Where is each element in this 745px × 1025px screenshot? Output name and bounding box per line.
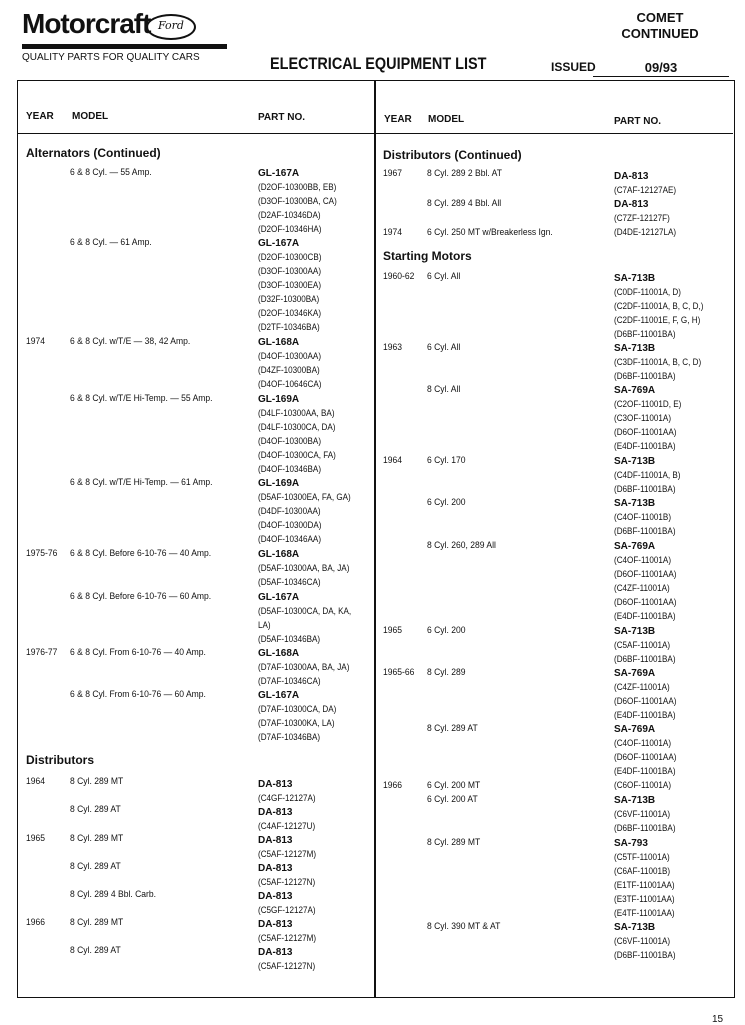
model-cell: 6 Cyl. 250 MT w/Breakerless Ign. [427, 227, 553, 238]
part-number: DA-813 [614, 171, 649, 182]
vehicle-line1: COMET [636, 10, 684, 25]
part-reference: (C3OF-11001A) [614, 413, 672, 423]
part-reference: (C7AF-12127AE) [614, 185, 677, 195]
model-cell: 6 Cyl. 200 [427, 625, 466, 636]
year-cell: 1976-77 [26, 647, 58, 658]
part-number: SA-769A [614, 385, 656, 396]
model-cell: 8 Cyl. 289 AT [70, 804, 121, 815]
right-part-header: PART NO. [614, 116, 662, 127]
part-reference: (D32F-10300BA) [258, 294, 320, 304]
model-cell: 6 & 8 Cyl. — 61 Amp. [70, 237, 152, 248]
part-number: SA-713B [614, 456, 656, 467]
part-reference: (C5AF-12127N) [258, 877, 316, 887]
part-reference: (E3TF-11001AA) [614, 894, 675, 904]
part-reference: (D4OF-10300DA) [258, 520, 322, 530]
part-reference: (D7AF-10346BA) [258, 732, 321, 742]
part-reference: (D6OF-11001AA) [614, 597, 677, 607]
tagline: QUALITY PARTS FOR QUALITY CARS [22, 52, 200, 63]
part-reference: (D2OF-10346HA) [258, 224, 322, 234]
sheet-title: ELECTRICAL EQUIPMENT LIST [270, 54, 487, 73]
model-cell: 8 Cyl. 289 4 Bbl. Carb. [70, 889, 157, 900]
part-reference: (C4OF-11001A) [614, 738, 672, 748]
part-reference: LA) [258, 620, 271, 630]
part-reference: (C2DF-11001A, B, C, D,) [614, 301, 704, 311]
part-reference: (D5AF-10346BA) [258, 634, 321, 644]
part-reference: (D5AF-10300AA, BA, JA) [258, 563, 350, 573]
part-reference: (D4OF-10346BA) [258, 464, 322, 474]
part-number: DA-813 [258, 947, 293, 958]
part-reference: (E4TF-11001AA) [614, 908, 675, 918]
left-part-header: PART NO. [258, 112, 306, 123]
issued-label: ISSUED [551, 60, 596, 74]
model-cell: 8 Cyl. 289 MT [70, 833, 124, 844]
part-reference: (D4LF-10300CA, DA) [258, 422, 336, 432]
part-reference: (D5AF-10346CA) [258, 577, 321, 587]
brand-underline [22, 44, 227, 49]
vehicle-line2: CONTINUED [621, 26, 699, 41]
year-cell: 1960-62 [383, 271, 415, 282]
part-reference: (C5AF-11001A) [614, 640, 671, 650]
part-reference: (C2DF-11001E, F, G, H) [614, 315, 701, 325]
model-cell: 6 Cyl. All [427, 342, 461, 353]
part-reference: (D6BF-11001BA) [614, 371, 676, 381]
part-reference: (D4LF-10300AA, BA) [258, 408, 335, 418]
part-number: SA-713B [614, 498, 656, 509]
model-cell: 6 & 8 Cyl. w/T/E Hi-Temp. — 55 Amp. [70, 393, 213, 404]
year-cell: 1974 [383, 227, 403, 238]
part-reference: (E4DF-11001BA) [614, 441, 676, 451]
part-reference: (D7AF-10300KA, LA) [258, 718, 335, 728]
part-reference: (C5TF-11001A) [614, 852, 670, 862]
model-cell: 6 & 8 Cyl. w/T/E — 38, 42 Amp. [70, 336, 191, 347]
model-cell: 6 Cyl. 200 [427, 497, 466, 508]
model-cell: 6 & 8 Cyl. From 6-10-76 — 40 Amp. [70, 647, 206, 658]
part-reference: (D6BF-11001BA) [614, 329, 676, 339]
part-reference: (C4AF-12127U) [258, 821, 316, 831]
year-cell: 1975-76 [26, 548, 58, 559]
part-reference: (C5AF-12127M) [258, 849, 317, 859]
part-reference: (C6VF-11001A) [614, 809, 671, 819]
part-number: DA-813 [614, 199, 649, 210]
column-divider [374, 80, 376, 998]
part-reference: (C4ZF-11001A) [614, 682, 670, 692]
part-reference: (D2OF-10346KA) [258, 308, 322, 318]
part-reference: (C4OF-11001A) [614, 555, 672, 565]
part-reference: (D7AF-10300CA, DA) [258, 704, 337, 714]
part-reference: (D3OF-10300BA, CA) [258, 196, 337, 206]
part-reference: (D6OF-11001AA) [614, 752, 677, 762]
model-cell: 8 Cyl. 289 AT [70, 861, 121, 872]
part-number: SA-769A [614, 724, 656, 735]
part-number: SA-793 [614, 838, 648, 849]
model-cell: 6 & 8 Cyl. — 55 Amp. [70, 167, 152, 178]
part-reference: (D2AF-10346DA) [258, 210, 321, 220]
part-reference: (C5GF-12127A) [258, 905, 316, 915]
part-reference: (D6OF-11001AA) [614, 569, 677, 579]
part-number: GL-168A [258, 549, 300, 560]
model-cell: 6 Cyl. 200 MT [427, 780, 481, 791]
year-cell: 1967 [383, 168, 403, 179]
part-reference: (C4OF-11001B) [614, 512, 672, 522]
part-reference: (D6BF-11001BA) [614, 484, 676, 494]
part-reference: (D6BF-11001BA) [614, 526, 676, 536]
model-cell: 6 & 8 Cyl. w/T/E Hi-Temp. — 61 Amp. [70, 477, 213, 488]
part-reference: (D4OF-10346AA) [258, 534, 322, 544]
part-reference: (D2OF-10300CB) [258, 252, 322, 262]
part-number: GL-167A [258, 690, 300, 701]
right-year-header: YEAR [384, 114, 412, 125]
model-cell: 8 Cyl. 289 AT [70, 945, 121, 956]
year-cell: 1965-66 [383, 667, 415, 678]
right-header-rule [376, 133, 733, 134]
part-reference: (C5AF-12127M) [258, 933, 317, 943]
part-reference: (D6BF-11001BA) [614, 950, 676, 960]
part-reference: (C5AF-12127N) [258, 961, 316, 971]
part-reference: (D2OF-10300BB, EB) [258, 182, 337, 192]
part-reference: (C3DF-11001A, B, C, D) [614, 357, 702, 367]
part-reference: (D4OF-10300CA, FA) [258, 450, 336, 460]
model-cell: 8 Cyl. 289 AT [427, 723, 478, 734]
section-heading: Distributors (Continued) [383, 148, 522, 162]
part-reference: (D5AF-10300EA, FA, GA) [258, 492, 351, 502]
year-cell: 1965 [383, 625, 403, 636]
part-reference: (D4DF-10300AA) [258, 506, 321, 516]
year-cell: 1964 [383, 455, 403, 466]
year-cell: 1974 [26, 336, 46, 347]
part-reference: (E4DF-11001BA) [614, 766, 676, 776]
part-number: SA-713B [614, 922, 656, 933]
model-cell: 8 Cyl. All [427, 384, 461, 395]
part-number: GL-167A [258, 238, 300, 249]
part-number: DA-813 [258, 807, 293, 818]
model-cell: 6 & 8 Cyl. Before 6-10-76 — 60 Amp. [70, 591, 212, 602]
part-reference: (C7ZF-12127F) [614, 213, 670, 223]
part-reference: (D4DE-12127LA) [614, 227, 677, 237]
part-number: DA-813 [258, 779, 293, 790]
model-cell: 8 Cyl. 289 MT [70, 776, 124, 787]
right-model-header: MODEL [428, 114, 465, 125]
part-reference: (C4DF-11001A, B) [614, 470, 681, 480]
part-number: SA-713B [614, 795, 656, 806]
brand-name: Motorcraft [22, 8, 151, 39]
issued-date: 09/93 [593, 60, 729, 77]
part-number: DA-813 [258, 863, 293, 874]
model-cell: 8 Cyl. 260, 289 All [427, 540, 496, 551]
part-reference: (C6AF-11001B) [614, 866, 671, 876]
part-reference: (C4GF-12127A) [258, 793, 316, 803]
part-reference: (D4ZF-10300BA) [258, 365, 320, 375]
part-reference: (D7AF-10346CA) [258, 676, 321, 686]
year-cell: 1966 [26, 917, 46, 928]
part-reference: (E1TF-11001AA) [614, 880, 675, 890]
part-reference: (D5AF-10300CA, DA, KA, [258, 606, 352, 616]
model-cell: 8 Cyl. 289 MT [427, 837, 481, 848]
part-number: DA-813 [258, 919, 293, 930]
left-model-header: MODEL [72, 111, 109, 122]
part-reference: (D4OF-10300AA) [258, 351, 322, 361]
model-cell: 6 Cyl. 170 [427, 455, 466, 466]
part-number: GL-168A [258, 648, 300, 659]
part-reference: (C2OF-11001D, E) [614, 399, 682, 409]
part-number: GL-168A [258, 337, 300, 348]
vehicle-heading [600, 10, 720, 42]
part-reference: (D3OF-10300AA) [258, 266, 322, 276]
part-reference: (C0DF-11001A, D) [614, 287, 681, 297]
section-heading: Alternators (Continued) [26, 146, 161, 160]
part-reference: (E4DF-11001BA) [614, 710, 676, 720]
part-reference: (D6BF-11001BA) [614, 823, 676, 833]
part-reference: (C6VF-11001A) [614, 936, 671, 946]
part-number: DA-813 [258, 891, 293, 902]
model-cell: 6 Cyl. 200 AT [427, 794, 478, 805]
page-number: 15 [712, 1014, 724, 1025]
part-number: SA-769A [614, 668, 656, 679]
left-year-header: YEAR [26, 111, 54, 122]
model-cell: 6 & 8 Cyl. Before 6-10-76 — 40 Amp. [70, 548, 212, 559]
model-cell: 6 Cyl. All [427, 271, 461, 282]
year-cell: 1964 [26, 776, 46, 787]
year-cell: 1963 [383, 342, 403, 353]
part-number: GL-169A [258, 478, 300, 489]
model-cell: 8 Cyl. 289 MT [70, 917, 124, 928]
left-header-rule [17, 133, 374, 134]
model-cell: 8 Cyl. 289 4 Bbl. All [427, 198, 502, 209]
part-number: GL-167A [258, 168, 300, 179]
part-reference: (D4OF-10300BA) [258, 436, 322, 446]
part-reference: (C4ZF-11001A) [614, 583, 670, 593]
part-reference: (D4OF-10646CA) [258, 379, 322, 389]
part-number: SA-769A [614, 541, 656, 552]
year-cell: 1966 [383, 780, 403, 791]
part-number: DA-813 [258, 835, 293, 846]
model-cell: 8 Cyl. 289 2 Bbl. AT [427, 168, 502, 179]
model-cell: 6 & 8 Cyl. From 6-10-76 — 60 Amp. [70, 689, 206, 700]
section-heading: Distributors [26, 753, 95, 767]
part-reference: (D2TF-10346BA) [258, 322, 320, 332]
section-heading: Starting Motors [383, 249, 472, 263]
part-reference: (E4DF-11001BA) [614, 611, 676, 621]
part-reference: (D6OF-11001AA) [614, 696, 677, 706]
part-reference: (C6OF-11001A) [614, 780, 672, 790]
year-cell: 1965 [26, 833, 46, 844]
part-number: SA-713B [614, 343, 656, 354]
part-reference: (D6BF-11001BA) [614, 654, 676, 664]
model-cell: 8 Cyl. 390 MT & AT [427, 921, 501, 932]
ford-logo-icon: Ford [146, 14, 196, 40]
part-reference: (D3OF-10300EA) [258, 280, 322, 290]
model-cell: 8 Cyl. 289 [427, 667, 466, 678]
part-number: SA-713B [614, 273, 656, 284]
part-reference: (D6OF-11001AA) [614, 427, 677, 437]
part-number: SA-713B [614, 626, 656, 637]
part-number: GL-169A [258, 394, 300, 405]
part-number: GL-167A [258, 592, 300, 603]
part-reference: (D7AF-10300AA, BA, JA) [258, 662, 350, 672]
